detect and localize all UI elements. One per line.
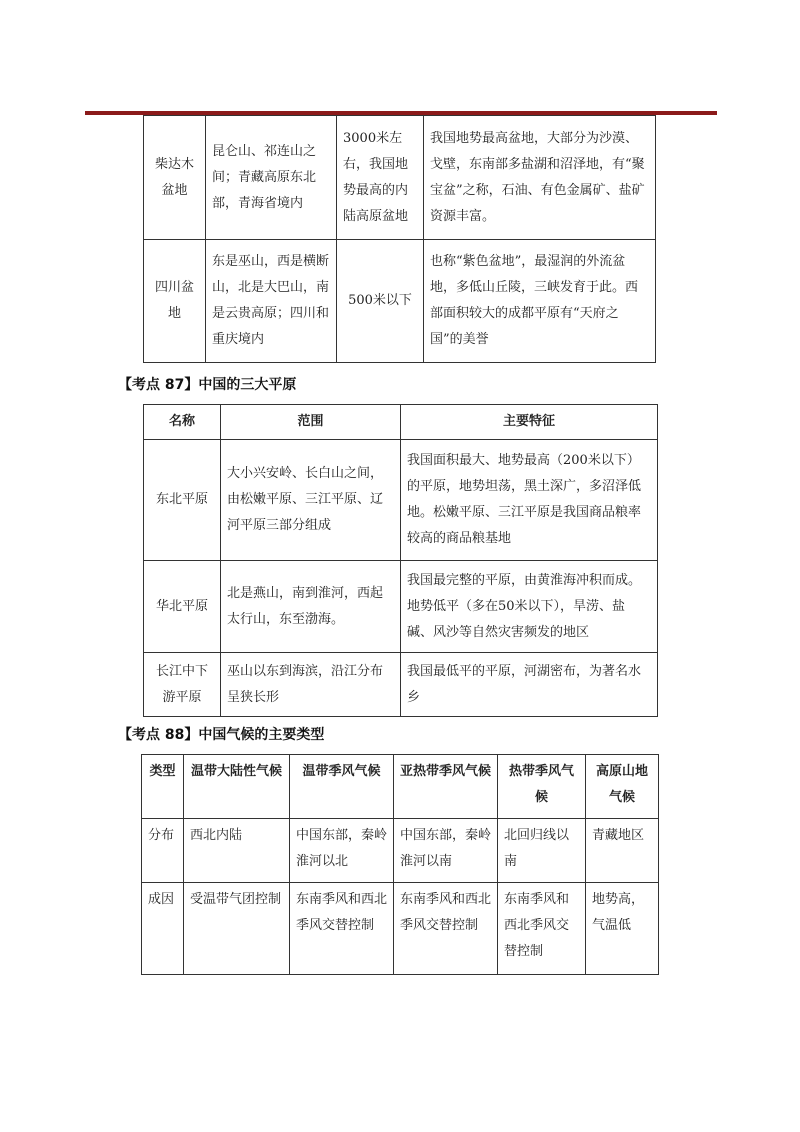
table-row [144,440,658,561]
table-cell: 中国东部，秦岭淮河以北 [290,819,394,883]
plain-feature: 我国最完整的平原，由黄淮海冲积而成。地势低平（多在50米以下），旱涝、盐碱、风沙等自然灾害频发的地区 [401,561,658,653]
table-cell: 北回归线以南 [498,819,586,883]
section-87-heading: 【考点 87】中国的三大平原 [118,377,297,393]
table-header-row [144,405,658,440]
plain-name: 东北平原 [144,440,221,561]
row-label: 成因 [142,883,184,975]
column-header: 温带季风气候 [290,755,394,819]
basin-name: 柴达木盆地 [144,116,206,240]
table-row [144,240,656,363]
basin-range: 东是巫山，西是横断山，北是大巴山，南是云贵高原；四川和重庆境内 [206,240,337,363]
plain-feature: 我国面积最大、地势最高（200米以下）的平原，地势坦荡，黑土深广，多沼泽低地。松嫩平原、三江平原是我国商品粮率较高的商品粮基地 [401,440,658,561]
table-cell: 西北内陆 [184,819,290,883]
table-header-row [142,755,659,819]
column-header: 热带季风气候 [498,755,586,819]
column-header: 类型 [142,755,184,819]
basin-elevation: 500米以下 [337,240,424,363]
column-header: 名称 [144,405,221,440]
plain-range: 北是燕山，南到淮河，西起太行山，东至渤海。 [221,561,401,653]
table-row [144,561,658,653]
basin-name: 四川盆地 [144,240,206,363]
table-row [142,819,659,883]
row-label: 分布 [142,819,184,883]
table-row [142,883,659,975]
basin-range: 昆仑山、祁连山之间；青藏高原东北部，青海省境内 [206,116,337,240]
plains-table [143,404,658,717]
table-cell: 东南季风和西北季风交替控制 [394,883,498,975]
basin-feature: 也称“紫色盆地”，最湿润的外流盆地，多低山丘陵，三峡发育于此。西部面积较大的成都平原有“天府之国”的美誉 [424,240,656,363]
plain-range: 巫山以东到海滨，沿江分布呈狭长形 [221,653,401,717]
plain-feature: 我国最低平的平原，河湖密布，为著名水乡 [401,653,658,717]
climate-table [141,754,659,975]
table-cell: 地势高，气温低 [586,883,659,975]
table-row [144,653,658,717]
table-cell: 受温带气团控制 [184,883,290,975]
table-cell: 东南季风和西北季风交替控制 [290,883,394,975]
plain-range: 大小兴安岭、长白山之间，由松嫩平原、三江平原、辽河平原三部分组成 [221,440,401,561]
column-header: 亚热带季风气候 [394,755,498,819]
column-header: 范围 [221,405,401,440]
basin-feature: 我国地势最高盆地，大部分为沙漠、戈壁，东南部多盐湖和沼泽地，有“聚宝盆”之称，石油、有色金属矿、盐矿资源丰富。 [424,116,656,240]
basin-elevation: 3000米左右，我国地势最高的内陆高原盆地 [337,116,424,240]
column-header: 主要特征 [401,405,658,440]
table-cell: 中国东部，秦岭淮河以南 [394,819,498,883]
table-cell: 青藏地区 [586,819,659,883]
basin-table [143,115,656,363]
column-header: 高原山地气候 [586,755,659,819]
table-row [144,116,656,240]
column-header: 温带大陆性气候 [184,755,290,819]
section-88-heading: 【考点 88】中国气候的主要类型 [118,727,325,743]
plain-name: 长江中下游平原 [144,653,221,717]
plain-name: 华北平原 [144,561,221,653]
table-cell: 东南季风和西北季风交替控制 [498,883,586,975]
